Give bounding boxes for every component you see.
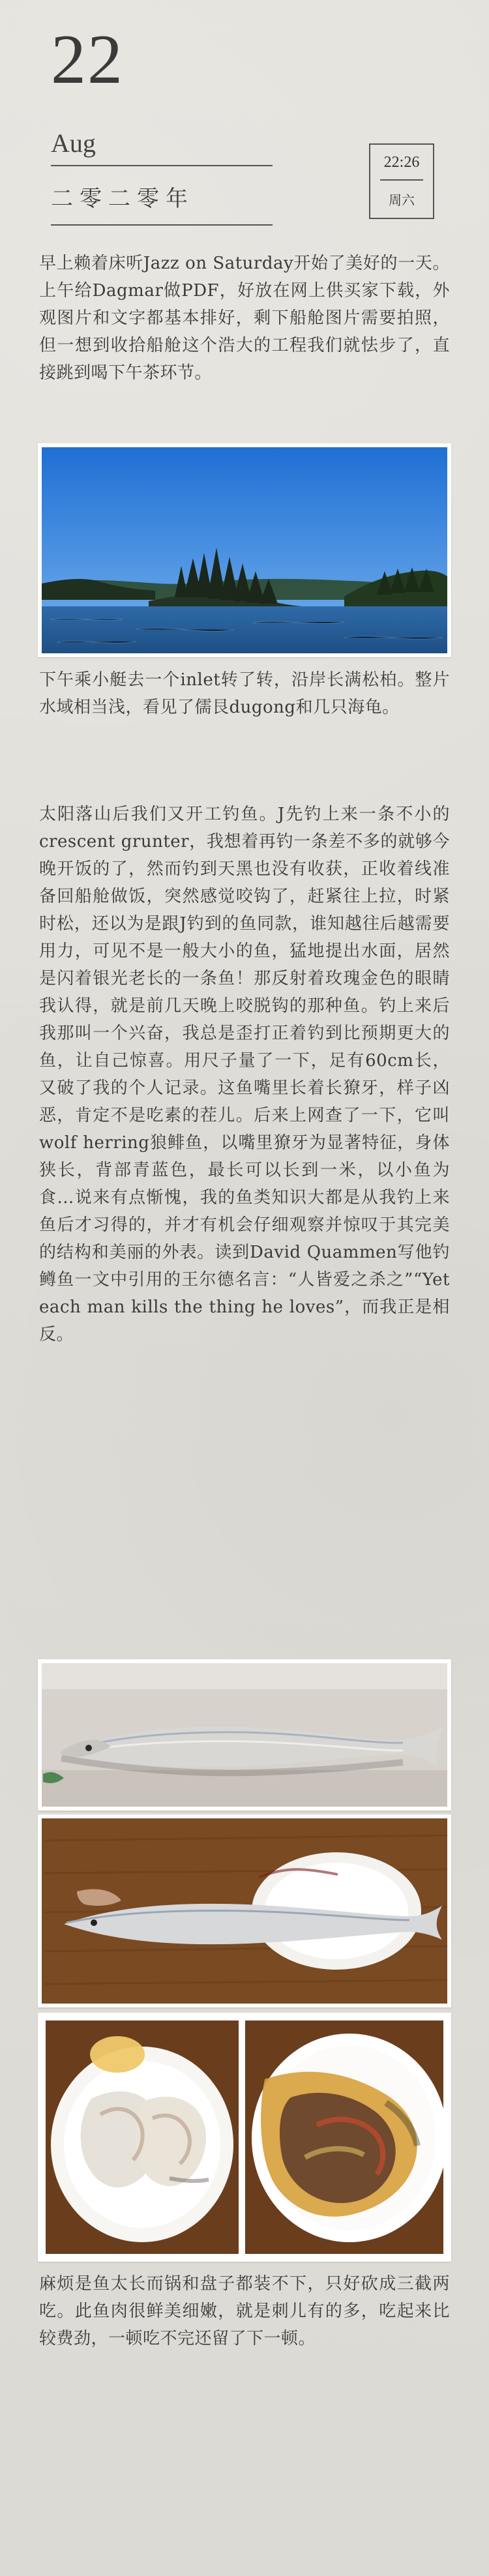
divider-line (51, 165, 273, 166)
braised-fish-photo (245, 2021, 443, 2254)
weekday-label: 周六 (389, 192, 415, 208)
fish-board-photo (38, 1814, 451, 2007)
fish-deck-photo (38, 1659, 451, 1811)
time-divider (380, 179, 423, 181)
date-header (51, 21, 273, 226)
day-number: 22 (51, 21, 124, 98)
divider-line-bottom (51, 224, 273, 226)
fried-fish-photo (46, 2021, 239, 2254)
paragraph-cooking: 麻烦是鱼太长而锅和盘子都装不下，只好砍成三截两吃。此鱼肉很鲜美细嫩，就是刺儿有的多，吃起来比较费劲，一顿吃不完还留了下一顿。 (39, 2274, 450, 2348)
paragraph-fishing: 太阳落山后我们又开工钓鱼。J先钓上来一条不小的crescent grunter，我想着再钓一条差不多的就够今晚开饭的了，然而钓到天黑也没有收获，正收着线准备回船舱做饭，突然感觉咬钩了，赶紧往上拉，时紧时松，还以为是跟J钓到的鱼同款，谁知越往后越需要用力，可见不是一般大小的鱼，猛地提出水面，居然是闪着银光老长的一条鱼！那反射着玫瑰金色的眼睛我认得，就是前几天晚上咬脱钩的那种鱼。钓上来后我那叫一个兴奋，我总是歪打正着钓到比预期更大的鱼，让自己惊喜。用尺子量了一下，足有60cm长，又破了我的个人记录。这鱼嘴里长着长獠牙，样子凶恶，肯定不是吃素的茬儿。后来上网查了一下，它叫wolf herring狼鲱鱼，以嘴里獠牙为显著特征，身体狭长，背部青蓝色，最长可以长到一米，以小鱼为食…说来有点惭愧，我的鱼类知识大都是从我钓上来鱼后才习得的，并才有机会仔细观察并惊叹于其完美的结构和美丽的外表。读到David Quammen写他钓鳟鱼一文中引用的王尔德名言：“人皆爱之杀之”“Yet each man kills the thing he loves”，而我正是相反。 (39, 805, 456, 1344)
paragraph-afternoon: 下午乘小艇去一个inlet转了转，沿岸长满松柏。整片水域相当浅，看见了儒艮dugong和几只海龟。 (39, 670, 450, 717)
paragraph-morning: 早上赖着床听Jazz on Saturday开始了美好的一天。上午给Dagmar做PDF，好放在网上供买家下载，外观图片和文字都基本排好，剩下船舱图片需要拍照，但一想到收拾船舱这个浩大的工程我们就怯步了，直接跳到喝下午茶环节。 (39, 254, 450, 383)
year-label: 二零二零年 (51, 186, 194, 212)
lake-photo (38, 443, 451, 657)
cooked-fish-photos (38, 2013, 451, 2262)
time-box (369, 143, 434, 219)
time-label: 22:26 (383, 154, 420, 171)
month-label: Aug (51, 128, 96, 158)
